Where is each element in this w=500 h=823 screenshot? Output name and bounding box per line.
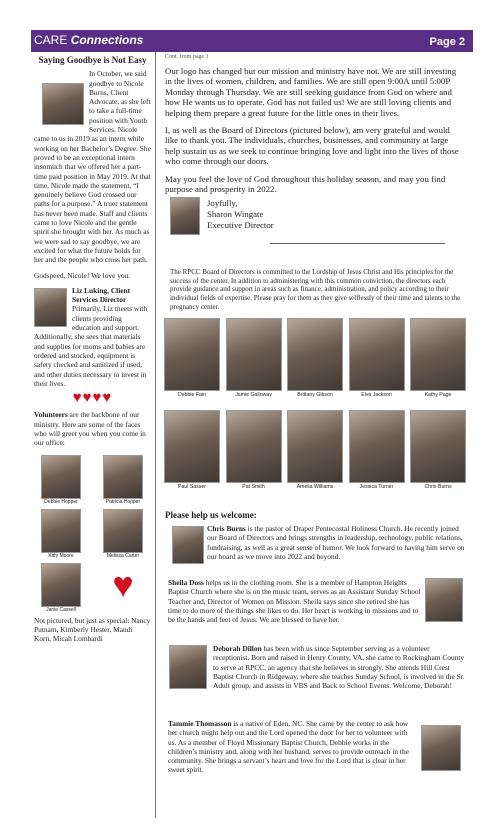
volunteer-photo — [41, 509, 81, 553]
board-name: Brittany Gibson — [297, 392, 333, 398]
board-intro: The RPCC Board of Directors is committed to the Lordship of Jesus Christ and His principles for the success of the center. In addition to administering with this common conviction, the directors each provide guidance and support in areas such as finance, administration, and policy according to their individual fields of expertise. Please pray for them as they give selflessly of their time and talents to the pregnancy center. — [170, 268, 461, 311]
column-divider — [155, 52, 156, 818]
closing: Joyfully, — [207, 198, 238, 209]
board-name: Amelia Williams — [296, 484, 334, 490]
board-member — [226, 410, 282, 491]
board-member — [164, 410, 220, 491]
volunteer-card — [34, 509, 88, 560]
signature-block — [165, 198, 465, 251]
board-photo — [164, 318, 220, 391]
board-name: Kathy Page — [424, 392, 452, 398]
board-photo — [349, 410, 405, 483]
volunteer-photo — [41, 455, 81, 499]
heart-icon: ♥ — [112, 564, 134, 605]
volunteer-card — [34, 455, 88, 506]
board-member — [226, 318, 282, 399]
volunteers-text: are the backbone of our ministry. Here are some of the faces who will greet you when you come in our office: — [34, 410, 146, 448]
divider — [270, 243, 445, 244]
board-member — [287, 410, 343, 491]
volunteer-photo — [103, 509, 143, 553]
left-column — [34, 55, 151, 649]
volunteer-card — [96, 455, 150, 506]
volunteer-name: Melissa Carter — [106, 552, 140, 559]
hearts-icon: ♥♥♥♥ — [72, 390, 113, 407]
board-photo — [226, 410, 282, 483]
volunteer-card — [96, 509, 150, 560]
volunteer-name: Kitty Moore — [48, 552, 74, 559]
board-name: Elva Jackson — [361, 392, 392, 398]
board-member — [410, 318, 466, 399]
board-member — [349, 318, 405, 399]
volunteer-card — [34, 563, 88, 614]
board-photo — [287, 318, 343, 391]
sharon-wingate-photo — [170, 197, 200, 235]
welcome-heading: Please help us welcome: — [165, 510, 257, 520]
volunteer-name: Janie Cassell — [46, 606, 76, 613]
liz-luking-photo — [34, 288, 67, 327]
chris-bio: Chris Burns is the pastor of Draper Pentecostal Holiness Church. He recently joined our Board of Directors and brings strengths in leadership, technology, public relations, fundraising, as well as a great sense of humor. We look forward to having him serve on our board as we move into 2022 and beyond. — [207, 524, 465, 561]
page-number: Page 2 — [429, 36, 465, 48]
board-photo — [410, 410, 466, 483]
not-pictured-note: Not pictured, but just as special: Nancy Putnam, Kimberly Hester, Mandi Korn, Micah Lombardi — [34, 615, 151, 644]
volunteer-name: Debbie Hopper — [44, 498, 78, 505]
volunteer-photo — [103, 455, 143, 499]
sheila-doss-photo — [425, 578, 463, 622]
liz-name: Liz Luking, Client Services Director — [72, 285, 131, 305]
deborah-bio: Deborah Dillon has been with us since September serving as a volunteer receptionist. Born and raised in Henry County, VA, she came to Rockingham County to serve at RPCC, an agency that she believes in strongly. She attends Hill Crest Baptist Church in Ridgeway, where she teaches Sunday School, is involved in the Sr. Adult group, and assists in VBS and Back to School Events. Welcome, Deborah! — [213, 644, 465, 691]
nicole-article: In October, we said goodbye to Nicole Burns, Client Advocate, as she left to take a full-time position with Youth Services. Nicole came to us in 2019 as an intern while working on her Bachelor’s Degree. She proved to be an exceptional intern insomuch that we offered her a part-time paid position in May 2019. At that time, Nicole made the statement, “I genuinely believe God crossed our paths for a purpose.” A truer statement has never been made. Staff and clients came to love Nicole and the gentle spirit she brought with her. As much as we were sad to say goodbye, we are excited for what the future holds for her and the people who cross her path. — [34, 69, 151, 265]
letter-paragraph: Our logo has changed but our mission and ministry have not. We are still investing in the lives of women, children, and families. We are still open 9:00A until 5:00P Monday through Thursday. We are still seeking guidance from God on where and how He wants us to operate. God has not failed us! We are still loving clients and helping them prepare a great future for the little ones in their lives. — [165, 66, 457, 118]
tammie-bio: Tammie Thomasson is a native of Eden, NC. She came by the center to ask how her church might help out and the Lord opened the door for her to volunteer with us. As a member of Floyd Missionary Baptist Church, Debbie works in the children’s ministry and, along with her husband, serves to provide outreach in the community. She brings a servant’s heart and love for the Lord that is clear in her sweet spirit. — [168, 719, 409, 775]
board-name: Chris Burns — [424, 484, 452, 490]
board-name: Jessica Turner — [359, 484, 394, 490]
deborah-dillon-photo — [169, 645, 207, 689]
board-photo — [164, 410, 220, 483]
sheila-bio: Sheila Doss helps us in the clothing room. She is a member of Hampton Heights Baptist Church where she is on the music team, serves as an Assistant Sunday School Teacher and, Director of Women on Mission. Sheila says since she retired she has time to do more of the things she likes to do. Her heart is working in missions and to be the hands and feet of Jesus. We are blessed to have her. — [168, 578, 421, 625]
board-row — [164, 410, 466, 491]
board-name: Jamie Galloway — [235, 392, 272, 398]
tammie-thomasson-photo — [421, 725, 461, 771]
godspeed-line: Godspeed, Nicole! We love you. — [34, 270, 131, 280]
volunteer-photo — [41, 563, 81, 607]
volunteer-name: Patricia Hopper — [105, 498, 141, 505]
board-row — [164, 318, 466, 399]
board-member — [287, 318, 343, 399]
signer-name: Sharon Wingate — [207, 209, 264, 220]
director-letter — [165, 66, 465, 251]
letter-paragraph: I, as well as the Board of Directors (pictured below), am very grateful and would like to thank you. The individuals, churches, businesses, and community at large help sustain us as we seek to continue bringing love and light into the lives of those who come through our doors. — [165, 125, 459, 167]
goodbye-heading: Saying Goodbye is Not Easy — [38, 55, 147, 65]
volunteers-label: Volunteers — [34, 410, 68, 420]
chris-burns-photo — [172, 526, 204, 564]
newsletter-title: CARE Connections — [34, 33, 144, 47]
liz-article: Primarily, Liz meets with clients providing education and support. Additionally, she sees that materials and supplies for moms and babies are ordered and stocked, equipment is safety checked and sanitized if used, and other duties necessary to invest in their lives. — [34, 304, 148, 388]
volunteer-grid — [34, 455, 151, 614]
letter-paragraph: May you feel the love of God throughout this holiday season, and may you find purpose and prosperity in 2022. — [165, 173, 446, 195]
board-name: Paul Sasser — [178, 484, 206, 490]
board-photo — [226, 318, 282, 391]
header-banner — [31, 30, 473, 52]
board-photo — [349, 318, 405, 391]
board-name: Pat Smith — [242, 484, 265, 490]
board-member — [349, 410, 405, 491]
board-photo — [410, 318, 466, 391]
board-name: Debbie Fain — [178, 392, 206, 398]
board-member — [410, 410, 466, 491]
continued-note: Cont. from page 1 — [165, 54, 209, 60]
signer-title: Executive Director — [207, 220, 274, 231]
board-photo — [287, 410, 343, 483]
nicole-burns-photo — [42, 83, 84, 125]
board-member — [164, 318, 220, 399]
